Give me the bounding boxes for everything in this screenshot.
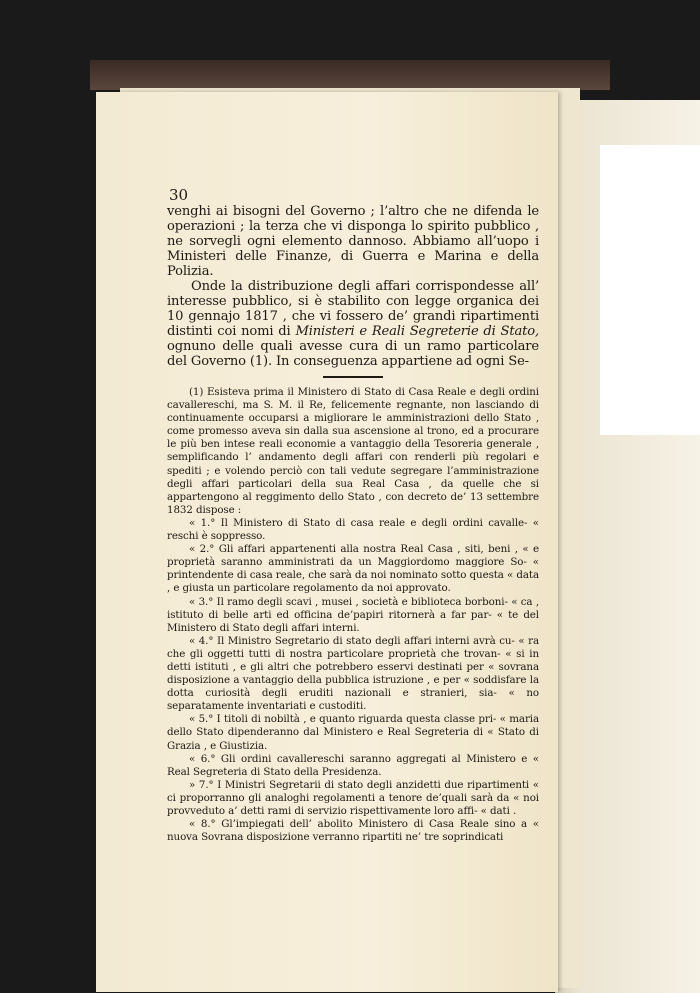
footnote-article: « 2.° Gli affari appartenenti alla nostra Real Casa , siti, beni , « e proprietà saranno amministrati da un Maggiordomo maggiore So- « printendente di casa reale, che sarà da noi nominato sotto questa « data , e giusta un particolare regolamento da noi approvato.: [167, 543, 539, 595]
main-body: [167, 204, 539, 369]
body-paragraph: venghi ai bisogni del Governo ; l’altro che ne difenda le operazioni ; la terza che vi disponga lo spirito pubblico , ne sorvegli ogni elemento dannoso. Abbiamo all’uopo i Ministeri delle Finanze, di Guerra e Marina e della Polizia.: [167, 204, 539, 279]
footnote-paragraph: (1) Esisteva prima il Ministero di Stato di Casa Reale e degli ordini cavallereschi, ma S. M. il Re, felicemente regnante, non lasciando di continuamente occuparsi a migliorare le amministrazioni dello Stato , come promesso aveva sin dalla sua ascensione al trono, ed a procurare le più ben intese reali economie a vantaggio della Tesoreria generale , semplificando l’ andamento degli affari con renderli più regolari e spediti ; e volendo perciò con tali vedute segregare l’amministrazione degli affari particolari della sua Real Casa , da quelle che si appartengono al reggimento dello Stato , con decreto de’ 13 settembre 1832 dispose :: [167, 386, 539, 516]
footnote-article: » 7.° I Ministri Segretarii di stato degli anzidetti due ripartimenti « ci proporranno gli analoghi regolamenti a tenore de’quali sarà da « noi provveduto a’ detti rami di servizio rispettivamente loro affi- « dati .: [167, 778, 539, 817]
body-paragraph: [167, 279, 539, 369]
body-paragraph-text: ognuno delle quali avesse cura di un ramo particolare del Governo (1). In conseguenza appartiene ad ogni Se-: [167, 339, 539, 369]
footnote-article: « 3.° Il ramo degli scavi , musei , società e biblioteca borboni- « ca , istituto di belle arti ed officina de’papiri ritornerà a far par- « te del Ministero di Stato degli affari interni.: [167, 595, 539, 634]
page-number: 30: [169, 186, 189, 204]
footnote-article: « 1.° Il Ministero di Stato di casa reale e degli ordini cavalle- « reschi è soppresso.: [167, 516, 539, 543]
book-top-edge: [90, 60, 610, 90]
footnotes: [167, 386, 539, 844]
footnote-article: « 8.° Gl’impiegati dell’ abolito Ministero di Casa Reale sino a « nuova Sovrana disposizione verranno ripartiti ne’ tre soprindicati: [167, 818, 539, 844]
emphasized-title: Ministeri e Reali Segreterie di Stato,: [295, 324, 539, 339]
body-paragraph-text: Onde la distribuzione degli affari corrispondesse all’ interesse pubblico, si è stabilito con legge organica dei 10 gennajo 1817 , che vi fossero de’ grandi ripartimenti distinti coi nomi di: [167, 279, 539, 339]
facing-page-blank-area: [600, 145, 700, 435]
footnote-article: « 5.° I titoli di nobiltà , e quanto riguarda questa classe pri- « maria dello Stato dipenderanno dal Ministero e Real Segreteria di « Stato di Grazia , e Giustizia.: [167, 713, 539, 752]
footnote-divider: [323, 376, 383, 378]
footnote-article: « 6.° Gli ordini cavallereschi saranno aggregati al Ministero e « Real Segreteria di Stato della Presidenza.: [167, 752, 539, 778]
page-text-block: [167, 186, 539, 844]
footnote-article: « 4.° Il Ministro Segretario di stato degli affari interni avrà cu- « ra che gli oggetti tutti di nostra particolare proprietà che trovan- « si in detti istituti , e gli altri che potrebbero esservi destinati per « sovrana disposizione a vantaggio della pubblica istruzione , e per « soddisfare la dotta curiosità degli eruditi nazionali e stranieri, sia- « no separatamente inventariati e custoditi.: [167, 634, 539, 713]
